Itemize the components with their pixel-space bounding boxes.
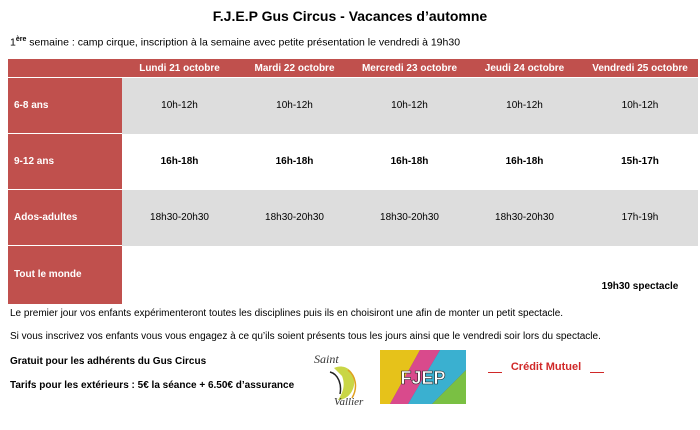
intro-sup: ère: [15, 36, 27, 43]
row-label: 6-8 ans: [8, 78, 122, 134]
table-cell: 15h-17h: [582, 134, 698, 190]
row-label: Tout le monde: [8, 246, 122, 304]
page-title: F.J.E.P Gus Circus - Vacances d’automne: [212, 8, 488, 24]
table-cell: 10h-12h: [467, 78, 582, 134]
note-commitment: Si vous inscrivez vos enfants vous vous engagez à ce qu’ils soient présents tous les jours ainsi que le vendredi soir lors du spectacle.: [10, 331, 601, 342]
credit-mutuel-text: Crédit Mutuel: [510, 361, 582, 373]
table-cell: 18h30-20h30: [122, 190, 237, 246]
fjep-logo-icon: [380, 350, 466, 404]
intro-rest: semaine : camp cirque, inscription à la semaine avec petite présentation le vendredi à 19h30: [26, 36, 461, 49]
note-external-prices: Tarifs pour les extérieurs : 5€ la séance + 6.50€ d’assurance: [10, 380, 295, 391]
table-cell: 16h-18h: [467, 134, 582, 190]
table-cell: [467, 246, 582, 304]
table-cell: 10h-12h: [122, 78, 237, 134]
row-label: Ados-adultes: [8, 190, 122, 246]
header-day-2: Mardi 22 octobre: [237, 59, 352, 78]
table-cell: 16h-18h: [122, 134, 237, 190]
table-cell: [237, 246, 352, 304]
intro-prefix: 1: [10, 36, 16, 49]
note-free-members: Gratuit pour les adhérents du Gus Circus: [10, 356, 207, 367]
table-cell: 10h-12h: [237, 78, 352, 134]
table-cell: 18h30-20h30: [352, 190, 467, 246]
credit-mutuel-logo: [488, 361, 604, 381]
table-cell: 17h-19h: [582, 190, 698, 246]
intro-text: [10, 36, 460, 49]
table-cell: 18h30-20h30: [467, 190, 582, 246]
saint-vallier-top-text: Saint: [314, 352, 339, 366]
table-cell: 16h-18h: [237, 134, 352, 190]
header-day-3: Mercredi 23 octobre: [352, 59, 467, 78]
saint-vallier-logo: [312, 350, 372, 408]
table-row: [8, 190, 698, 246]
header-day-1: Lundi 21 octobre: [122, 59, 237, 78]
table-header-row: [8, 59, 698, 78]
header-day-5: Vendredi 25 octobre: [582, 59, 698, 78]
credit-mutuel-line-right: [590, 372, 604, 373]
table-row: [8, 78, 698, 134]
table-cell: [352, 246, 467, 304]
table-cell: 16h-18h: [352, 134, 467, 190]
table-row: [8, 134, 698, 190]
table-cell: 19h30 spectacle: [582, 246, 698, 304]
table-row: [8, 246, 698, 304]
table-cell: 18h30-20h30: [237, 190, 352, 246]
table-cell: [122, 246, 237, 304]
row-label: 9-12 ans: [8, 134, 122, 190]
saint-vallier-bottom-text: Vallier: [334, 396, 364, 408]
credit-mutuel-line-left: [488, 372, 502, 373]
saint-vallier-logo-icon: [312, 350, 372, 408]
table-cell: 10h-12h: [352, 78, 467, 134]
table-cell: 10h-12h: [582, 78, 698, 134]
header-day-4: Jeudi 24 octobre: [467, 59, 582, 78]
fjep-logo-text: FJEP: [400, 368, 446, 388]
schedule-table: [8, 59, 698, 304]
header-corner: [8, 59, 122, 78]
fjep-logo: [380, 350, 466, 404]
note-first-day: Le premier jour vos enfants expérimenteront toutes les disciplines puis ils en choisiront une afin de monter un petit spectacle.: [10, 308, 564, 319]
